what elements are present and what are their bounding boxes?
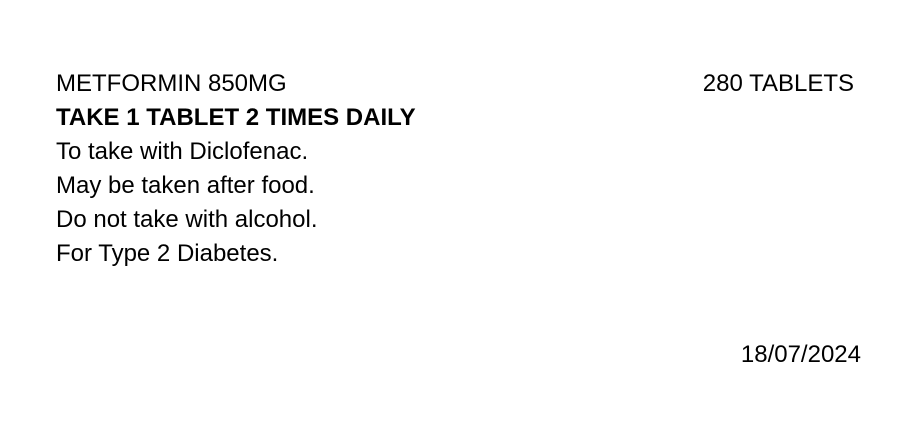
instruction-line: For Type 2 Diabetes. — [56, 240, 279, 267]
drug-name: METFORMIN 850MG — [56, 70, 287, 97]
instruction-line: May be taken after food. — [56, 172, 315, 199]
instruction-line: Do not take with alcohol. — [56, 206, 318, 233]
quantity: 280 TABLETS — [702, 70, 854, 97]
dosage-directions: TAKE 1 TABLET 2 TIMES DAILY — [56, 104, 416, 131]
dispense-date: 18/07/2024 — [740, 341, 861, 368]
instruction-line: To take with Diclofenac. — [56, 138, 309, 165]
